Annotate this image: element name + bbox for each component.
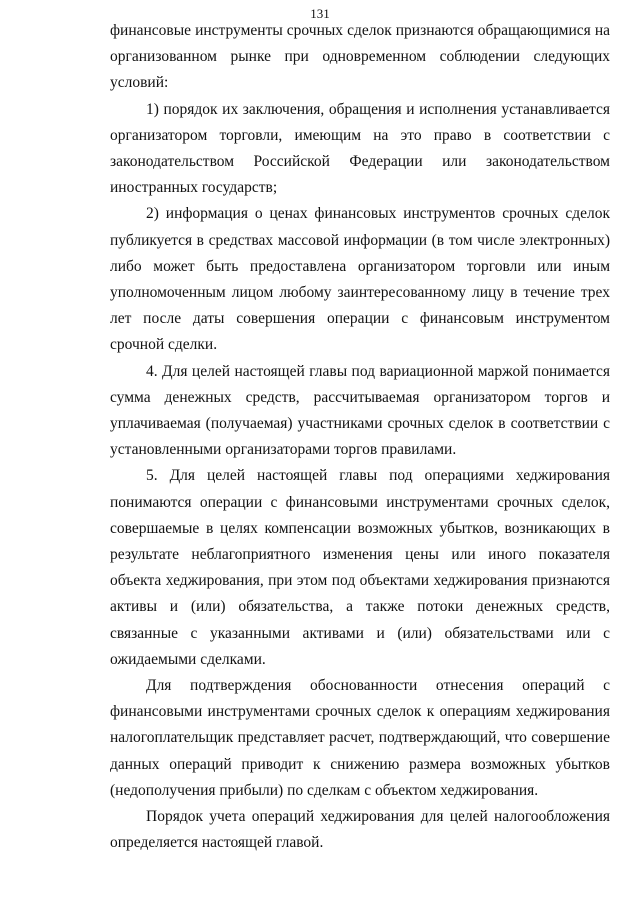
paragraph-clause-5: 5. Для целей настоящей главы под операциями хеджирования понимаются операции с финансовыми инструментами срочных сделок, совершаемые в целях компенсации возможных убытков, возникающих в результате неблагоприятного изменения цены или иного показателя объекта хеджирования, при этом под объектами хеджирования признаются активы и (или) обязательства, а также потоки денежных средств, связанные с указанными активами и (или) обязательствами или с ожидаемыми сделками. (110, 467, 610, 668)
paragraph-condition-2: 2) информация о ценах финансовых инструментов срочных сделок публикуется в средствах массовой информации (в том числе электронных) либо может быть предоставлена организатором торговли или иным уполномоченным лицом любому заинтересованному лицу в течение трех лет после даты совершения операции с финансовым инструментом срочной сделки. (110, 205, 610, 354)
paragraph-continuation: финансовые инструменты срочных сделок признаются обращающимися на организованном рынке при одновременном соблюдении следующих условий: (110, 22, 610, 92)
page-number: 131 (310, 6, 330, 21)
paragraph-condition-1: 1) порядок их заключения, обращения и исполнения устанавливается организатором торговли, имеющим на это право в соответствии с законодательством Российской Федерации или законодательством иностранных государств; (110, 100, 610, 197)
paragraph-hedging-accounting: Порядок учета операций хеджирования для целей налогообложения определяется настоящей главой. (110, 808, 610, 852)
paragraph-clause-4: 4. Для целей настоящей главы под вариационной маржой понимается сумма денежных средств, рассчитываемая организатором торгов и уплачиваемая (получаемая) участниками срочных сделок в соответствии с установленными организаторами торгов правилами. (110, 362, 610, 459)
body-text (110, 18, 610, 857)
paragraph-hedging-confirmation: Для подтверждения обоснованности отнесения операций с финансовыми инструментами срочных сделок к операциям хеджирования налогоплательщик представляет расчет, подтверждающий, что совершение данных операций приводит к снижению размера возможных убытков (недополучения прибыли) по сделкам с объектом хеджирования. (110, 677, 610, 799)
